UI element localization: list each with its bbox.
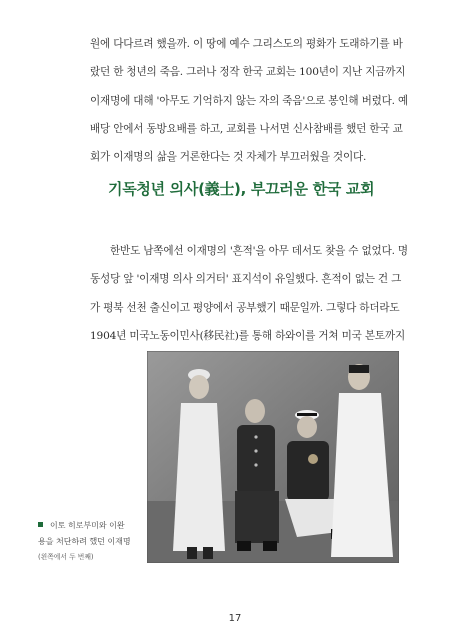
text-line: 배당 안에서 동방요배를 하고, 교회를 나서면 신사참배를 했던 한국 교 (90, 122, 403, 135)
text-line: 가 평북 선천 출신이고 평양에서 공부했기 때문일까. 그렇다 하더라도 (90, 301, 400, 314)
photo-illustration (147, 351, 399, 563)
text-line: 동성당 앞 '이재명 의사 의거터' 표지석이 유일했다. 흔적이 없는 건 그 (90, 273, 402, 286)
text-line: 랐던 한 청년의 죽음. 그러나 정작 한국 교회는 100년이 지난 지금까지 (90, 66, 406, 79)
text-line: 이재명에 대해 '아무도 기억하지 않는 자의 죽음'으로 봉인해 버렸다. 예 (90, 94, 409, 107)
text-line: 회가 이재명의 삶을 거론한다는 것 자체가 부끄러웠을 것이다. (90, 151, 367, 164)
body-paragraph-2 (90, 237, 428, 350)
caption-line-1: 이토 히로부미와 이완 (50, 521, 125, 530)
caption-line-2: 용을 처단하려 했던 이재명 (38, 537, 131, 546)
historical-group-photo (147, 351, 399, 563)
text-line: 1904년 미국노동이민사(移民社)를 통해 하와이를 거쳐 미국 본토까지 (90, 329, 405, 342)
caption-bullet-icon (38, 522, 43, 527)
page-number: 17 (228, 613, 242, 624)
text-line: 한반도 남쪽에선 이재명의 '흔적'을 아무 데서도 찾을 수 없었다. 명 (110, 245, 408, 257)
body-paragraph-1 (90, 30, 428, 171)
photo-caption (38, 518, 158, 564)
caption-note: (왼쪽에서 두 번째) (38, 553, 94, 561)
text-line: 원에 다다르려 했을까. 이 땅에 예수 그리스도의 평화가 도래하기를 바 (90, 38, 403, 50)
section-heading: 기독청년 의사(義士), 부끄러운 한국 교회 (108, 180, 375, 198)
